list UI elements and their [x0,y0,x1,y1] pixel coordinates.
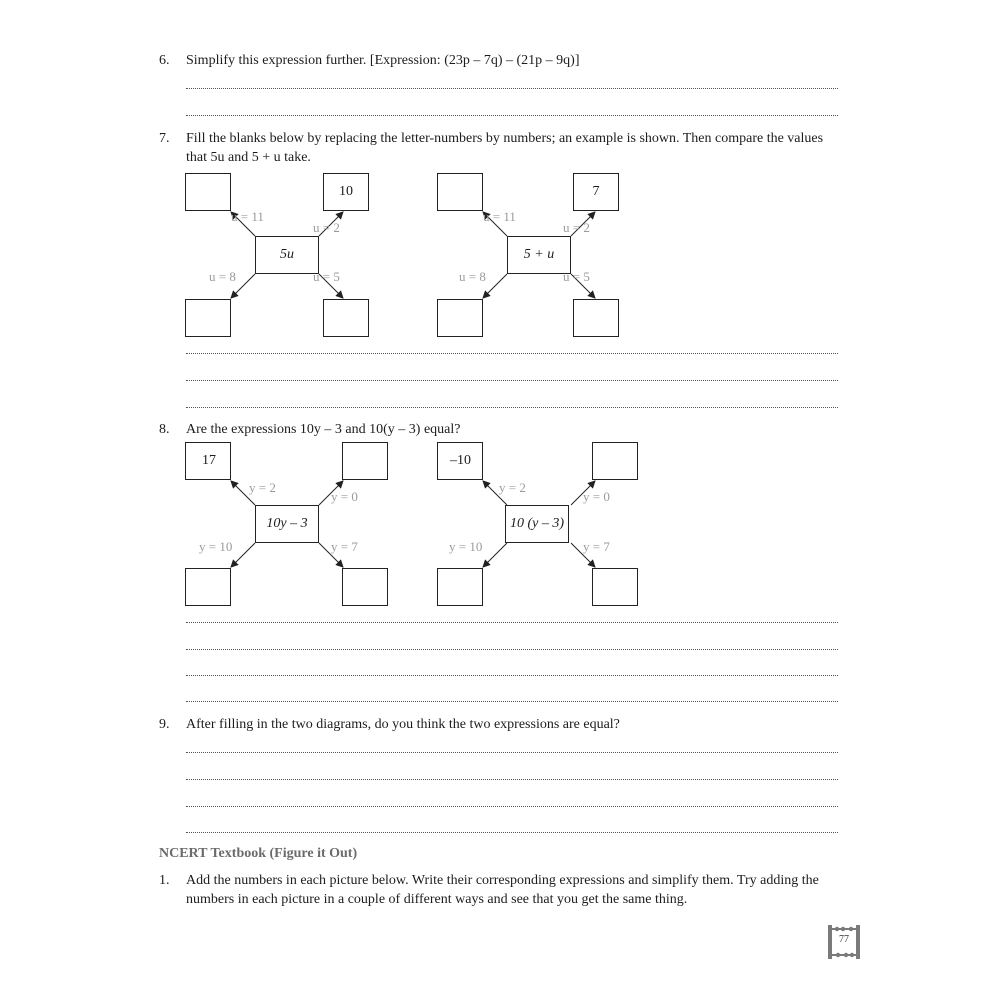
answer-line[interactable] [186,88,838,89]
answer-box-tr[interactable]: 7 [573,173,619,211]
label-bl: u = 8 [209,269,236,284]
question-text: Simplify this expression further. [Expression: (23p – 7q) – (21p – 9q)] [186,53,580,68]
answer-box-tr[interactable] [592,442,638,480]
answer-box-tl[interactable] [185,173,231,211]
label-bl: y = 10 [199,539,233,554]
diagram-10-times-y-minus-3 [437,442,707,622]
center-expression: 5 + u [507,236,571,274]
answer-line[interactable] [186,832,838,833]
label-br: y = 7 [583,539,610,554]
question-text: Fill the blanks below by replacing the letter-numbers by numbers; an example is shown. Then compare the values that 5u and 5 + u take. [186,131,824,165]
answer-line[interactable] [186,649,838,650]
label-bl: u = 8 [459,269,486,284]
answer-line[interactable] [186,115,838,116]
label-br: y = 7 [331,539,358,554]
answer-box-bl[interactable] [437,568,483,606]
question-number: 9. [159,717,170,732]
label-tl: u = 11 [483,209,516,224]
question-number: 7. [159,131,170,146]
answer-line[interactable] [186,407,838,408]
question-text: Add the numbers in each picture below. Write their corresponding expressions and simplify them. Try adding the numbers in each picture in a couple of different ways and see that you get the same thing. [186,873,819,907]
label-tr: u = 2 [313,220,340,235]
answer-line[interactable] [186,675,838,676]
answer-line[interactable] [186,806,838,807]
label-bl: y = 10 [449,539,483,554]
answer-line[interactable] [186,752,838,753]
center-expression: 10y – 3 [255,505,319,543]
question-text: After filling in the two diagrams, do you think the two expressions are equal? [186,717,620,732]
answer-box-br[interactable] [573,299,619,337]
question-number: 1. [159,873,170,888]
answer-line[interactable] [186,701,838,702]
label-tr: y = 0 [331,489,358,504]
diagram-5-plus-u [437,173,707,353]
label-br: u = 5 [563,269,590,284]
answer-line[interactable] [186,622,838,623]
answer-box-br[interactable] [342,568,388,606]
diagram-5u [185,173,455,353]
question-text: Are the expressions 10y – 3 and 10(y – 3) equal? [186,422,461,437]
answer-line[interactable] [186,779,838,780]
question-number: 6. [159,53,170,68]
section-heading: NCERT Textbook (Figure it Out) [159,846,358,861]
label-br: u = 5 [313,269,340,284]
answer-box-bl[interactable] [185,568,231,606]
answer-box-tr[interactable]: 10 [323,173,369,211]
answer-box-tl[interactable] [437,173,483,211]
page-number-badge [826,922,862,962]
answer-line[interactable] [186,380,838,381]
answer-box-tr[interactable] [342,442,388,480]
answer-line[interactable] [186,353,838,354]
answer-box-br[interactable] [323,299,369,337]
question-number: 8. [159,422,170,437]
answer-box-bl[interactable] [437,299,483,337]
label-tl: u = 11 [231,209,264,224]
label-tr: y = 0 [583,489,610,504]
diagram-10y-minus-3 [185,442,455,622]
center-expression: 10 (y – 3) [505,505,569,543]
label-tl: y = 2 [499,480,526,495]
answer-box-tl[interactable]: –10 [437,442,483,480]
label-tr: u = 2 [563,220,590,235]
answer-box-tl[interactable]: 17 [185,442,231,480]
label-tl: y = 2 [249,480,276,495]
answer-box-br[interactable] [592,568,638,606]
page-number: 77 [839,934,849,945]
answer-box-bl[interactable] [185,299,231,337]
center-expression: 5u [255,236,319,274]
